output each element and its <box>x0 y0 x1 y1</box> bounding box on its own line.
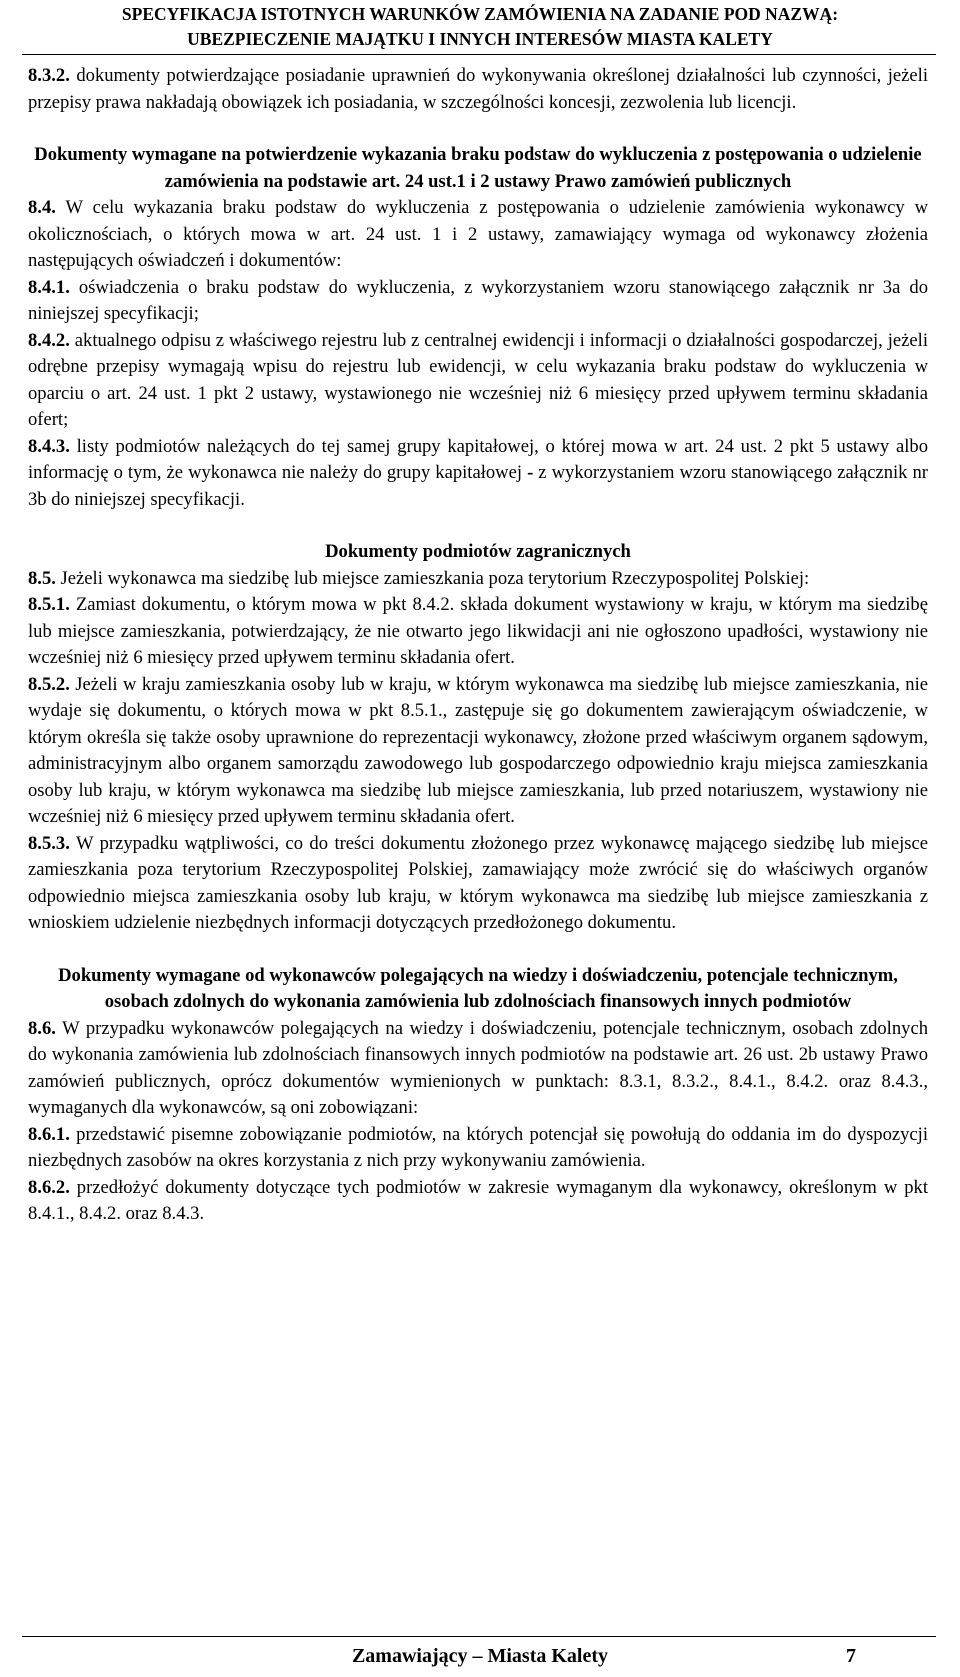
section-number: 8.6.1. <box>28 1123 70 1145</box>
paragraph-8-5 <box>28 566 928 593</box>
paragraph-text: Jeżeli wykonawca ma siedzibę lub miejsce zamieszkania poza terytorium Rzeczypospolitej Polskiej: <box>55 567 810 589</box>
paragraph-8-6-1 <box>28 1122 928 1175</box>
section-number: 8.6. <box>28 1017 56 1039</box>
section-heading-exclusion-documents: Dokumenty wymagane na potwierdzenie wykazania braku podstaw do wykluczenia z postępowania o udzielenie zamówienia na podstawie art. 24 ust.1 i 2 ustawy Prawo zamówień publicznych <box>34 144 922 192</box>
section-heading-foreign-entities: Dokumenty podmiotów zagranicznych <box>325 541 631 562</box>
paragraph-text: Zamiast dokumentu, o którym mowa w pkt 8.4.2. składa dokument wystawiony w kraju, w którym ma siedzibę lub miejsce zamieszkania, potwierdzający, że nie otwarto jego likwidacji ani nie ogłoszono upadłości, wystawiony nie wcześniej niż 6 miesięcy przed upływem terminu składania ofert. <box>28 594 928 668</box>
paragraph-text: W przypadku wątpliwości, co do treści dokumentu złożonego przez wykonawcę mającego siedzibę lub miejsce zamieszkania poza terytorium Rzeczypospolitej Polskiej, zamawiający może zwrócić się do właściwych organów odpowiednio miejsca zamieszkania osoby lub kraju, w którym wykonawca ma siedzibę lub miejsce zamieszkania z wnioskiem udzielenie niezbędnych informacji dotyczących przedłożonego dokumentu. <box>28 832 928 933</box>
paragraph-8-6 <box>28 1016 928 1122</box>
section-number: 8.4.1. <box>28 276 70 298</box>
paragraph-8-5-1 <box>28 592 928 672</box>
footer-divider <box>22 1636 936 1637</box>
page-number: 7 <box>846 1645 856 1667</box>
section-number: 8.4.2. <box>28 329 70 351</box>
page-header <box>0 2 960 52</box>
paragraph-text: Jeżeli w kraju zamieszkania osoby lub w kraju, w którym wykonawca ma siedzibę lub miejsce zamieszkania, nie wydaje się dokumentu, o których mowa w pkt 8.5.1., zastępuje się go dokumentem zawierającym oświadczenie, w którym określa się także osoby uprawnione do reprezentacji wykonawcy, złożone przed właściwym organem sądowym, administracyjnym albo organem samorządu zawodowego lub gospodarczego odpowiednio kraju miejsca zamieszkania osoby lub kraju, w którym wykonawca ma siedzibę lub miejsce zamieszkania, lub przed notariuszem, wystawiony nie wcześniej niż 6 miesięcy przed upływem terminu składania ofert. <box>28 673 928 827</box>
page-footer <box>0 1642 960 1672</box>
section-number: 8.5.2. <box>28 673 70 695</box>
paragraph-text: dokumenty potwierdzające posiadanie uprawnień do wykonywania określonej działalności lub czynności, jeżeli przepisy prawa nakładają obowiązek ich posiadania, w szczególności koncesji, zezwolenia lub licencji. <box>28 65 928 113</box>
footer-text: Zamawiający – Miasta Kalety <box>351 1645 609 1667</box>
section-number: 8.5.3. <box>28 832 70 854</box>
paragraph-text: W celu wykazania braku podstaw do wykluczenia z postępowania o udzielenie zamówienia wykonawcy w okolicznościach, o których mowa w art. 24 ust. 1 i 2 ustawy, zamawiający wymaga od wykonawcy złożenia następujących oświadczeń i dokumentów: <box>28 197 928 271</box>
section-number: 8.4.3. <box>28 435 70 457</box>
paragraph-text: przedstawić pisemne zobowiązanie podmiotów, na których potencjał się powołują do oddania im do dyspozycji niezbędnych zasobów na okres korzystania z nich przy wykonywaniu zamówienia. <box>28 1123 928 1171</box>
paragraph-text: aktualnego odpisu z właściwego rejestru lub z centralnej ewidencji i informacji o działalności gospodarczej, jeżeli odrębne przepisy wymagają wpisu do rejestru lub ewidencji, w celu wykazania braku podstaw do wykluczenia w oparciu o art. 24 ust. 1 pkt 2 ustawy, wystawionego nie wcześniej niż 6 miesięcy przed upływem terminu składania ofert; <box>28 329 928 430</box>
section-number: 8.3.2. <box>28 65 70 86</box>
paragraph-8-6-2 <box>28 1175 928 1228</box>
document-body <box>28 63 928 1228</box>
paragraph-8-5-2 <box>28 672 928 831</box>
paragraph-8-5-3 <box>28 831 928 937</box>
header-line-1: SPECYFIKACJA ISTOTNYCH WARUNKÓW ZAMÓWIENIA NA ZADANIE POD NAZWĄ: <box>121 4 839 24</box>
section-number: 8.6.2. <box>28 1176 70 1198</box>
section-heading-third-party-resources: Dokumenty wymagane od wykonawców polegających na wiedzy i doświadczeniu, potencjale technicznym, osobach zdolnych do wykonania zamówienia lub zdolnościach finansowych innych podmiotów <box>58 964 898 1012</box>
section-number: 8.4. <box>28 197 56 218</box>
paragraph-text: listy podmiotów należących do tej samej grupy kapitałowej, o której mowa w art. 24 ust. 2 pkt 5 ustawy albo informację o tym, że wykonawca nie należy do grupy kapitałowej <box>28 435 928 483</box>
header-divider <box>22 54 936 55</box>
paragraph-text: przedłożyć dokumenty dotyczące tych podmiotów w zakresie wymaganym dla wykonawcy, określonym w pkt 8.4.1., 8.4.2. oraz 8.4.3. <box>28 1176 928 1224</box>
section-number: 8.5. <box>28 567 56 589</box>
paragraph-8-3-2 <box>28 63 928 116</box>
paragraph-text: oświadczenia o braku podstaw do wykluczenia, z wykorzystaniem wzoru stanowiącego załącznik nr 3a do niniejszej specyfikacji; <box>28 276 928 324</box>
header-line-2: UBEZPIECZENIE MAJĄTKU I INNYCH INTERESÓW MIASTA KALETY <box>187 29 773 49</box>
paragraph-8-4 <box>28 195 928 275</box>
paragraph-8-4-2 <box>28 328 928 434</box>
section-number: 8.5.1. <box>28 594 70 615</box>
bold-dash: - <box>527 462 534 483</box>
paragraph-8-4-3 <box>28 434 928 514</box>
paragraph-8-4-1 <box>28 275 928 328</box>
paragraph-text: W przypadku wykonawców polegających na wiedzy i doświadczeniu, potencjale technicznym, osobach zdolnych do wykonania zamówienia lub zdolnościach finansowych innych podmiotów na podstawie art. 26 ust. 2b ustawy Prawo zamówień publicznych, oprócz dokumentów wymienionych w punktach: 8.3.1, 8.3.2., 8.4.1., 8.4.2. oraz 8.4.3., wymaganych dla wykonawców, są oni zobowiązani: <box>28 1017 928 1118</box>
paragraph-text-continued: z wykorzystaniem wzoru stanowiącego załącznik nr 3b do niniejszej specyfikacji. <box>28 462 928 510</box>
